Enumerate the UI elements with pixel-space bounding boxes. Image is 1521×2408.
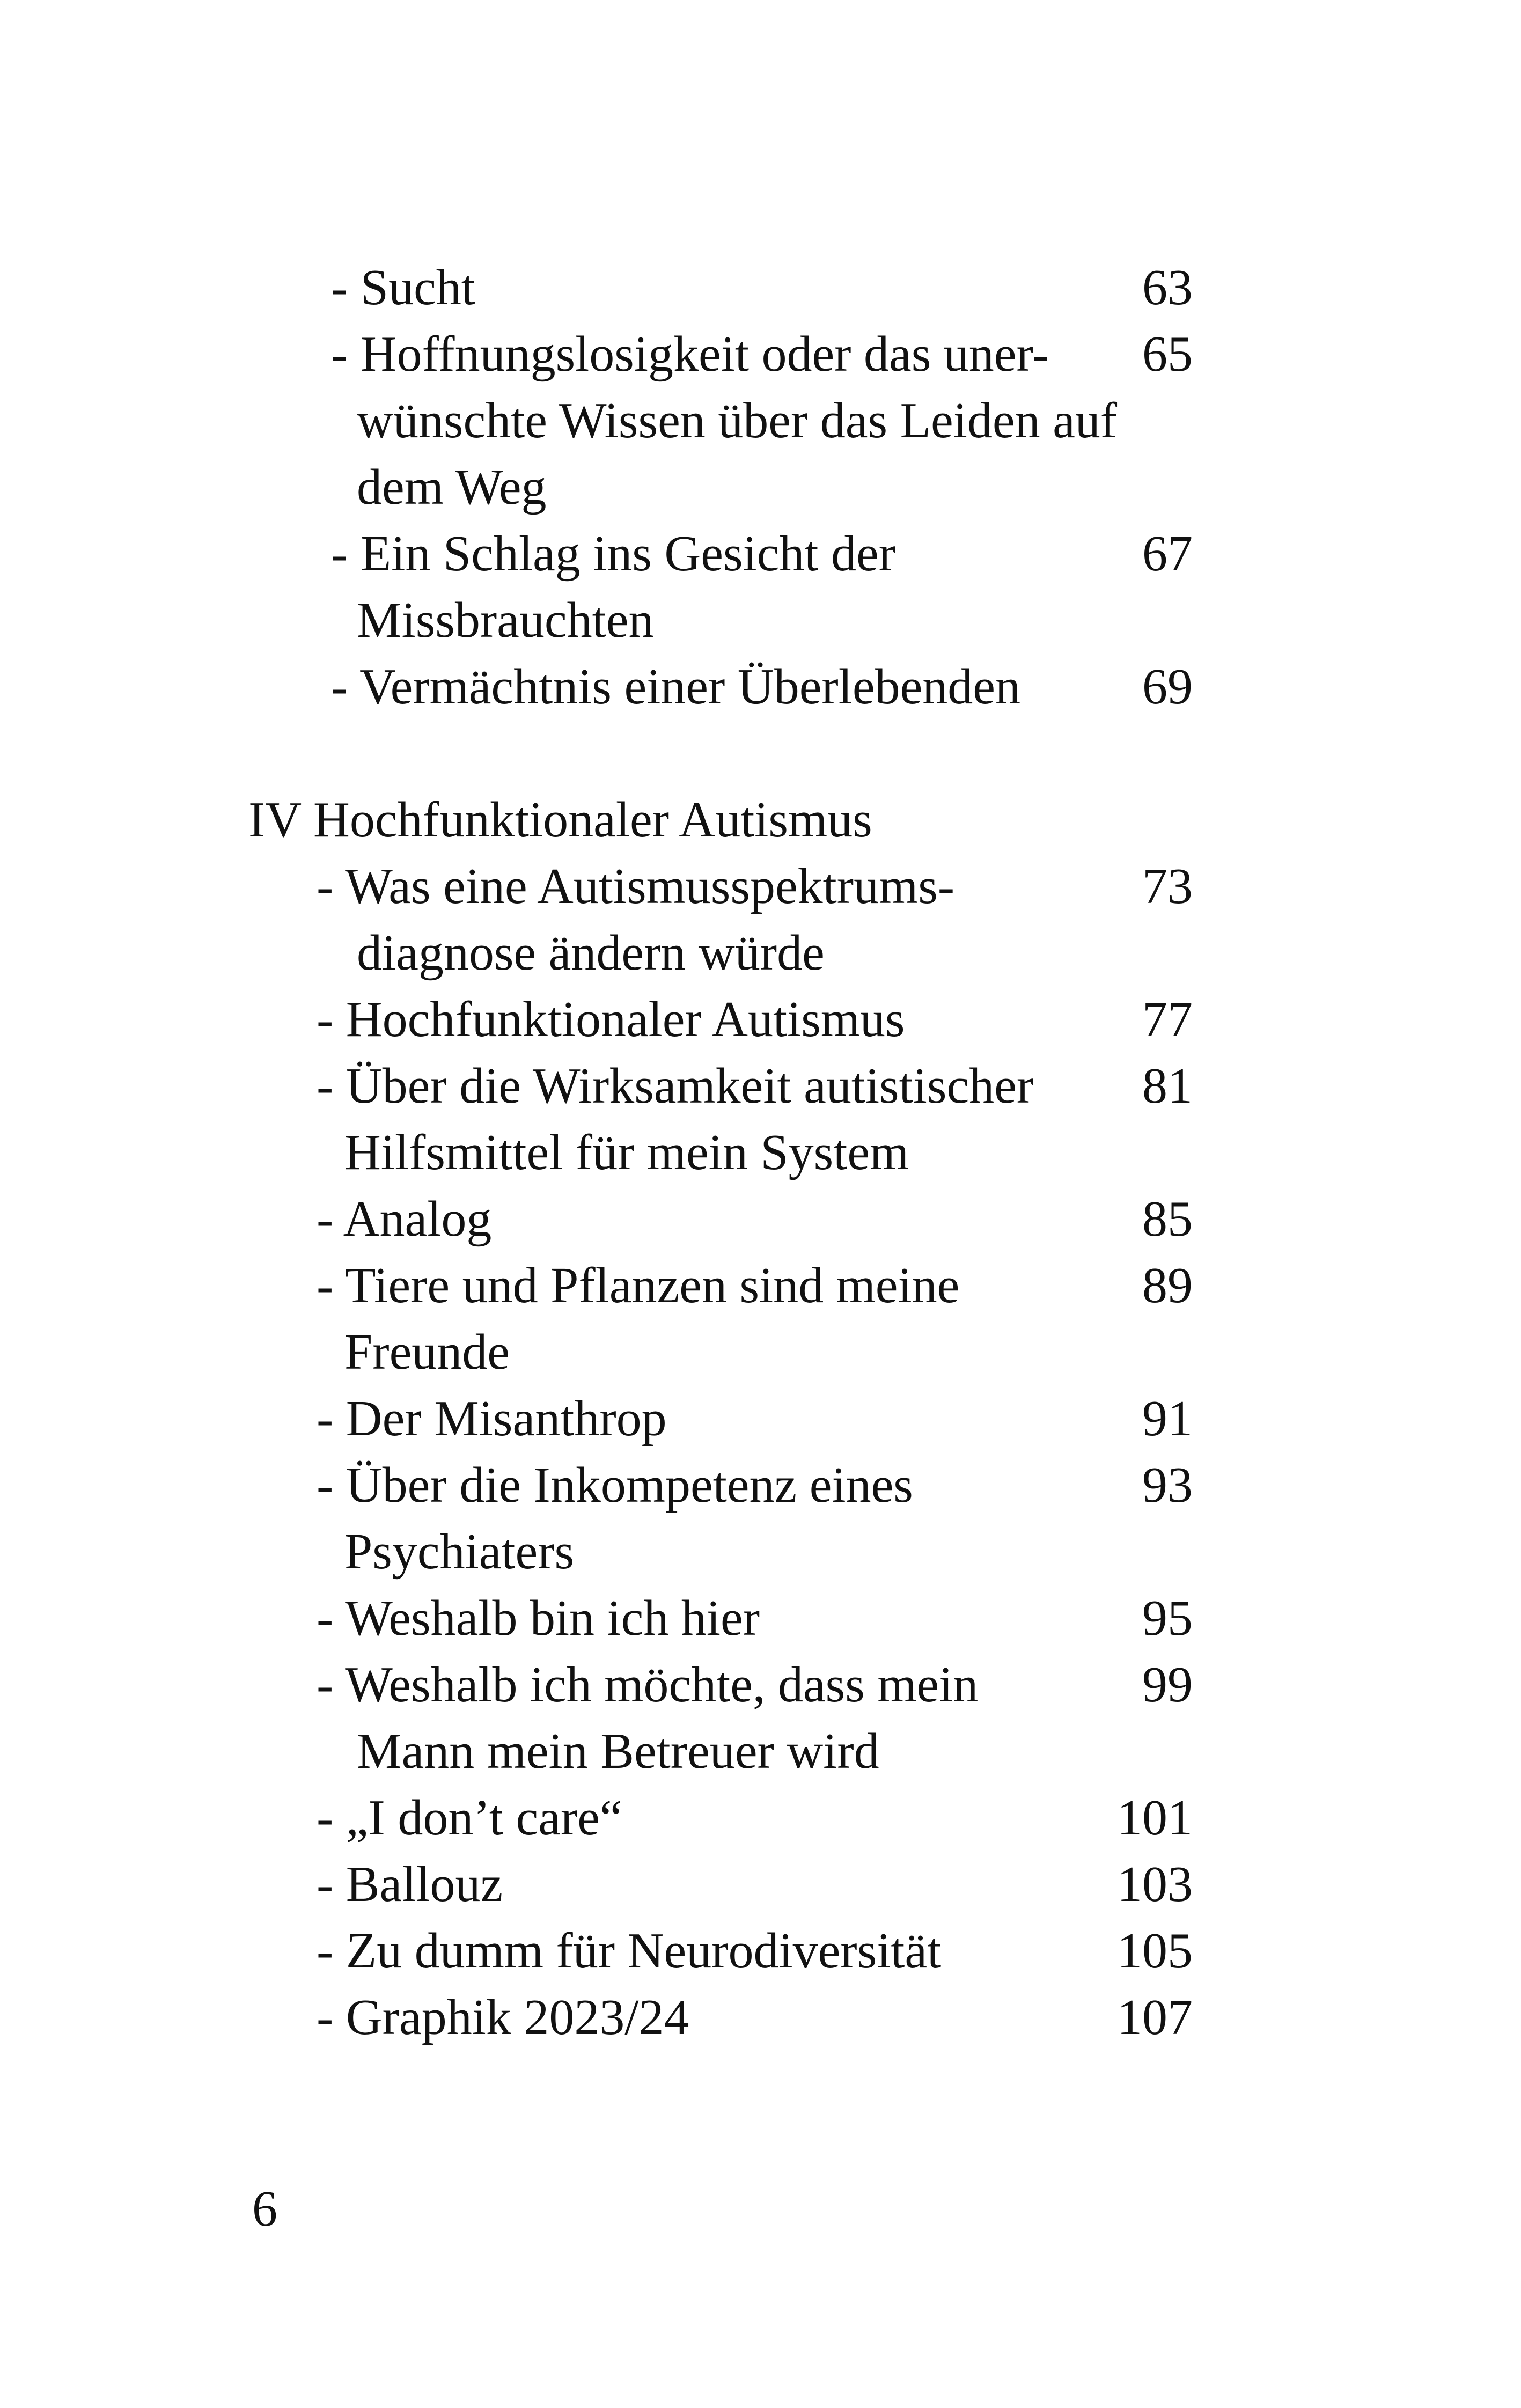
toc-entry-title: - Graphik 2023/24 [317,1989,689,2045]
toc-entry-page: 105 [1117,1923,1193,1979]
toc-entry-page: 81 [1142,1058,1193,1114]
toc-entry-page: 67 [1142,526,1193,582]
toc-entry-page: 103 [1117,1856,1193,1912]
toc-entry-title-continued: Freunde [344,1324,510,1380]
toc-entry-title: - Tiere und Pflanzen sind meine [317,1258,960,1313]
toc-entry-page: 99 [1142,1657,1193,1713]
toc-entry-title-continued: Hilfsmittel für mein System [344,1125,909,1180]
toc-entry-page: 65 [1142,326,1193,382]
section-heading: IV Hochfunktionaler Autismus [248,792,872,848]
toc-entry-title-continued: Missbrauchten [357,592,654,648]
toc-entry-title: - Vermächtnis einer Überlebenden [331,659,1021,715]
toc-entry-title: - Sucht [331,260,475,315]
toc-entry-title: - Ein Schlag ins Gesicht der [331,526,896,582]
toc-entry-page: 85 [1142,1191,1193,1247]
toc-entry-title-continued: diagnose ändern würde [357,925,825,981]
toc-entry-title: - Hochfunktionaler Autismus [317,992,905,1047]
toc-entry-page: 63 [1142,260,1193,315]
toc-entry-title-continued: Psychiaters [344,1524,575,1580]
page-number: 6 [252,2181,277,2237]
toc-entry-page: 73 [1142,858,1193,914]
toc-entry-title: - Hoffnungslosigkeit oder das uner- [331,326,1049,382]
toc-entry-title: - Weshalb ich möchte, dass mein [317,1657,979,1713]
toc-entry-title: - Analog [317,1191,492,1247]
toc-entry-title: - Über die Wirksamkeit autistischer [317,1058,1034,1114]
toc-entry-title: - Der Misanthrop [317,1391,667,1447]
toc-entry-title: - „I don’t care“ [317,1790,622,1846]
toc-entry-page: 95 [1142,1590,1193,1646]
toc-entry-title: - Weshalb bin ich hier [317,1590,760,1646]
toc-entry-title-continued: Mann mein Betreuer wird [357,1723,879,1779]
toc-entry-title: - Ballouz [317,1856,503,1912]
toc-entry-page: 91 [1142,1391,1193,1447]
toc-entry-title-continued: dem Weg [357,459,547,515]
toc-entry-page: 77 [1142,992,1193,1047]
toc-entry-page: 69 [1142,659,1193,715]
toc-entry-title-continued: wünschte Wissen über das Leiden auf [357,393,1118,449]
toc-entry-page: 93 [1142,1457,1193,1513]
toc-entry-title: - Zu dumm für Neurodiversität [317,1923,942,1979]
toc-entry-page: 107 [1117,1989,1193,2045]
toc-entry-title: - Was eine Autismusspektrums- [317,858,955,914]
toc-entry-page: 101 [1117,1790,1193,1846]
toc-entry-title: - Über die Inkompetenz eines [317,1457,913,1513]
toc-entry-page: 89 [1142,1258,1193,1313]
